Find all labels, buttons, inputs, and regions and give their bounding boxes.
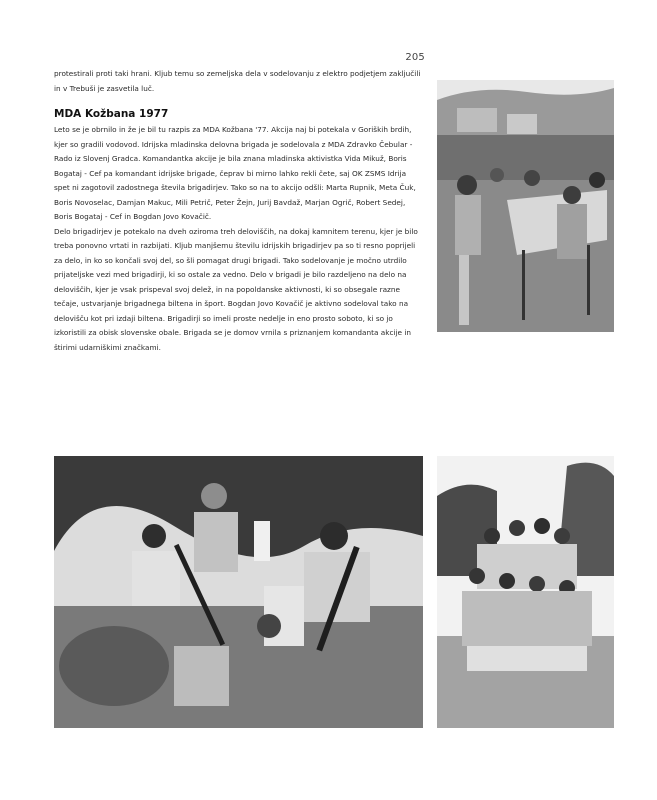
photo-brigade-at-table bbox=[437, 80, 614, 332]
intro-paragraph: protestirali proti taki hrani. Kljub temu so zemeljska dela v sodelovanju z elektro podjetjem zaključili in v Trebuši je zasvetila luč. bbox=[54, 69, 421, 93]
section-title: MDA Kožbana 1977 bbox=[54, 108, 169, 120]
photo-brigade-group-portrait bbox=[437, 456, 614, 728]
section-paragraph-1: Leto se je obrnilo in že je bil tu razpis za MDA Kožbana '77. Akcija naj bi potekala v Goriških brdih, kjer so gradili vodovod. Idrijska mladinska delovna brigada je sodelovala z MDA Zdravko Čebular - Rado iz Slovenj Gradca. Komandantka akcije je bila znana mladinska aktivistka Vida Mikuž, Boris Bogataj - Cef pa komandant idrijske brigade, čeprav bi mirno lahko rekli čete, saj OK ZSMS Idrija spet ni zagotovil zadostnega števila brigadirjev. Tako so na to akcijo odšli: Marta Rupnik, Meta Čuk, Boris Novoselac, Damjan Makuc, Mili Petrič, Peter Žejn, Jurij Bavdaž, Marjan Ogrič, Robert Sedej, Boris Bogataj - Cef in Bogdan Jovo Kovačič. bbox=[54, 125, 416, 221]
section-paragraph-2: Delo brigadirjev je potekalo na dveh oziroma treh deloviščih, na dokaj kamnitem terenu, kjer je bilo treba ponovno vrtati in razbijati. Kljub manjšemu številu idrijskih brigadirjev pa so ti resno poprijeli za delo, in ko so končali svoj del, so šli pomagat drugi brigadi. Tako sodelovanje je močno utrdilo prijateljske vezi med brigadirji, ki so ostale za vedno. Delo v brigadi je bilo razdeljeno na delo na deloviščih, kjer je vsak prispeval svoj delež, in na popoldanske aktivnosti, ki so obsegale razne tečaje, ustvarjanje brigadnega biltena in šport. Bogdan Jovo Kovačič je aktivno sodeloval tako na delovišču kot pri izdaji biltena. Brigadirji so imeli proste nedelje in eno prosto soboto, ki so jo izkoristili za obisk slovenske obale. Brigada se je domov vrnila s priznanjem komandanta akcije in štirimi udarniškimi značkami. bbox=[54, 226, 418, 352]
page-number: 205 bbox=[405, 52, 425, 63]
article-body bbox=[54, 67, 424, 355]
photo-brigade-with-tools bbox=[54, 456, 423, 728]
